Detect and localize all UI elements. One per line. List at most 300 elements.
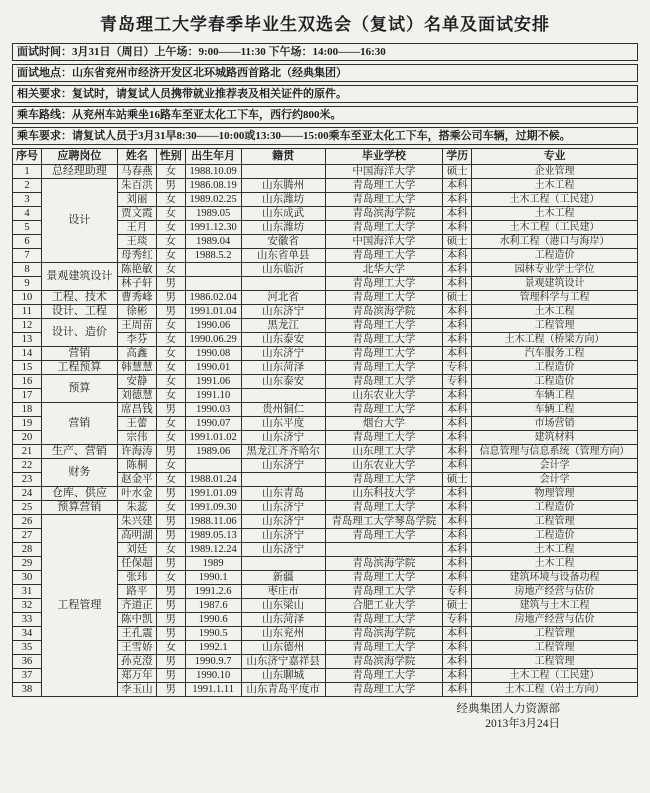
cell-birthdate: 1988.10.09	[185, 165, 241, 179]
cell-degree: 本科	[443, 263, 472, 277]
cell-name: 朱百洪	[117, 179, 156, 193]
cell-gender: 女	[156, 207, 185, 221]
cell-birthdate: 1990.06.29	[185, 333, 241, 347]
cell-school: 青岛理工大学	[325, 501, 443, 515]
cell-index: 6	[13, 235, 42, 249]
cell-birthdate: 1988.01.24	[185, 473, 241, 487]
cell-birthdate: 1989.05.13	[185, 529, 241, 543]
cell-index: 29	[13, 557, 42, 571]
cell-degree: 专科	[443, 375, 472, 389]
cell-gender: 女	[156, 459, 185, 473]
cell-name: 孙克澄	[117, 655, 156, 669]
cell-gender: 女	[156, 333, 185, 347]
column-header: 姓名	[117, 149, 156, 165]
cell-hometown: 山东济宁	[241, 305, 325, 319]
cell-major: 会计学	[472, 459, 638, 473]
cell-hometown: 山东济宁	[241, 501, 325, 515]
cell-birthdate: 1990.07	[185, 417, 241, 431]
cell-school: 中国海洋大学	[325, 165, 443, 179]
cell-position: 设计	[41, 179, 117, 263]
cell-name: 许海涛	[117, 445, 156, 459]
cell-name: 叶水金	[117, 487, 156, 501]
cell-major: 土木工程	[472, 179, 638, 193]
cell-birthdate	[185, 277, 241, 291]
cell-degree: 本科	[443, 655, 472, 669]
cell-index: 23	[13, 473, 42, 487]
cell-index: 12	[13, 319, 42, 333]
cell-major: 工程管理	[472, 655, 638, 669]
cell-hometown: 山东聊城	[241, 669, 325, 683]
cell-major: 建筑与土木工程	[472, 599, 638, 613]
cell-school: 山东科技大学	[325, 487, 443, 501]
cell-degree: 本科	[443, 627, 472, 641]
cell-gender: 男	[156, 403, 185, 417]
cell-index: 11	[13, 305, 42, 319]
cell-major: 汽车服务工程	[472, 347, 638, 361]
cell-gender: 女	[156, 263, 185, 277]
cell-gender: 男	[156, 277, 185, 291]
cell-gender: 女	[156, 235, 185, 249]
table-row	[13, 515, 638, 529]
cell-name: 马春燕	[117, 165, 156, 179]
cell-hometown: 山东菏泽	[241, 361, 325, 375]
table-row	[13, 501, 638, 515]
cell-index: 2	[13, 179, 42, 193]
cell-birthdate: 1991.12.30	[185, 221, 241, 235]
column-header: 毕业学校	[325, 149, 443, 165]
cell-major: 土木工程（工民建）	[472, 193, 638, 207]
cell-name: 王周苗	[117, 319, 156, 333]
cell-school: 青岛理工大学	[325, 431, 443, 445]
cell-degree: 本科	[443, 445, 472, 459]
cell-name: 陈艳敏	[117, 263, 156, 277]
cell-name: 李玉山	[117, 683, 156, 697]
cell-index: 4	[13, 207, 42, 221]
cell-index: 20	[13, 431, 42, 445]
cell-gender: 女	[156, 543, 185, 557]
cell-index: 35	[13, 641, 42, 655]
cell-major: 工程管理	[472, 515, 638, 529]
cell-birthdate: 1990.10	[185, 669, 241, 683]
cell-gender: 女	[156, 249, 185, 263]
cell-gender: 男	[156, 487, 185, 501]
cell-major: 市场营销	[472, 417, 638, 431]
cell-school: 青岛理工大学	[325, 403, 443, 417]
cell-school: 青岛滨海学院	[325, 557, 443, 571]
cell-index: 22	[13, 459, 42, 473]
cell-gender: 男	[156, 291, 185, 305]
cell-degree: 本科	[443, 529, 472, 543]
cell-hometown: 山东成武	[241, 207, 325, 221]
cell-hometown: 山东济宁	[241, 529, 325, 543]
cell-school: 青岛理工大学	[325, 669, 443, 683]
cell-hometown: 山东省单县	[241, 249, 325, 263]
cell-major: 物理管理	[472, 487, 638, 501]
cell-name: 王蕾	[117, 417, 156, 431]
cell-school: 山东理工大学	[325, 445, 443, 459]
cell-school: 烟台大学	[325, 417, 443, 431]
cell-birthdate: 1989.06	[185, 445, 241, 459]
cell-position: 营销	[41, 347, 117, 361]
cell-school: 青岛滨海学院	[325, 627, 443, 641]
cell-index: 3	[13, 193, 42, 207]
cell-major: 工程管理	[472, 627, 638, 641]
cell-school: 中国海洋大学	[325, 235, 443, 249]
cell-school: 青岛理工大学	[325, 473, 443, 487]
cell-school: 青岛理工大学	[325, 193, 443, 207]
column-header: 专业	[472, 149, 638, 165]
cell-gender: 女	[156, 375, 185, 389]
table-row	[13, 179, 638, 193]
cell-birthdate: 1990.03	[185, 403, 241, 417]
cell-degree: 本科	[443, 417, 472, 431]
cell-degree: 本科	[443, 249, 472, 263]
cell-gender: 女	[156, 641, 185, 655]
cell-name: 李芬	[117, 333, 156, 347]
info-section	[12, 43, 638, 145]
cell-index: 13	[13, 333, 42, 347]
cell-hometown: 黑龙江齐齐哈尔	[241, 445, 325, 459]
cell-school: 青岛理工大学	[325, 347, 443, 361]
cell-major: 工程造价	[472, 501, 638, 515]
cell-hometown: 山东济宁	[241, 459, 325, 473]
info-line-interview-place: 面试地点：山东省兖州市经济开发区北环城路西首路北（经典集团）	[12, 64, 638, 82]
cell-degree: 本科	[443, 557, 472, 571]
column-header: 序号	[13, 149, 42, 165]
cell-school: 山东农业大学	[325, 389, 443, 403]
table-row	[13, 165, 638, 179]
cell-school: 青岛滨海学院	[325, 305, 443, 319]
cell-major: 水利工程（港口与海岸）	[472, 235, 638, 249]
cell-major: 房地产经营与估价	[472, 585, 638, 599]
cell-position: 设计、工程	[41, 305, 117, 319]
cell-birthdate: 1986.08.19	[185, 179, 241, 193]
cell-birthdate: 1991.09.30	[185, 501, 241, 515]
cell-hometown	[241, 165, 325, 179]
cell-hometown: 山东潍坊	[241, 193, 325, 207]
cell-position: 预算营销	[41, 501, 117, 515]
column-header: 性别	[156, 149, 185, 165]
cell-index: 33	[13, 613, 42, 627]
cell-gender: 女	[156, 347, 185, 361]
cell-degree: 专科	[443, 585, 472, 599]
cell-birthdate: 1991.01.02	[185, 431, 241, 445]
cell-hometown	[241, 473, 325, 487]
cell-degree: 本科	[443, 319, 472, 333]
cell-index: 9	[13, 277, 42, 291]
cell-gender: 男	[156, 669, 185, 683]
cell-index: 21	[13, 445, 42, 459]
cell-birthdate: 1991.1.11	[185, 683, 241, 697]
cell-gender: 女	[156, 571, 185, 585]
cell-hometown: 枣庄市	[241, 585, 325, 599]
cell-position: 景观建筑设计	[41, 263, 117, 291]
cell-birthdate: 1989.12.24	[185, 543, 241, 557]
cell-school: 青岛滨海学院	[325, 207, 443, 221]
cell-name: 高明湖	[117, 529, 156, 543]
cell-school	[325, 543, 443, 557]
cell-major: 土木工程（岩土方向）	[472, 683, 638, 697]
cell-major: 景观建筑设计	[472, 277, 638, 291]
cell-index: 30	[13, 571, 42, 585]
footer	[12, 702, 638, 732]
cell-birthdate: 1990.08	[185, 347, 241, 361]
cell-major: 企业管理	[472, 165, 638, 179]
cell-hometown: 山东平度	[241, 417, 325, 431]
cell-major: 建筑环境与设备功程	[472, 571, 638, 585]
cell-gender: 女	[156, 165, 185, 179]
cell-birthdate: 1988.11.06	[185, 515, 241, 529]
cell-name: 韩慧慧	[117, 361, 156, 375]
cell-birthdate: 1989	[185, 557, 241, 571]
cell-hometown: 山东德州	[241, 641, 325, 655]
cell-degree: 硕士	[443, 291, 472, 305]
cell-name: 刘丽	[117, 193, 156, 207]
cell-school: 青岛理工大学	[325, 361, 443, 375]
cell-birthdate: 1990.06	[185, 319, 241, 333]
cell-position: 营销	[41, 403, 117, 445]
cell-position: 工程预算	[41, 361, 117, 375]
cell-degree: 本科	[443, 515, 472, 529]
cell-school: 青岛理工大学	[325, 179, 443, 193]
cell-index: 34	[13, 627, 42, 641]
cell-gender: 男	[156, 529, 185, 543]
cell-degree: 硕士	[443, 473, 472, 487]
cell-birthdate: 1991.01.09	[185, 487, 241, 501]
cell-school: 青岛理工大学	[325, 221, 443, 235]
cell-major: 园林专业学士学位	[472, 263, 638, 277]
cell-school: 青岛理工大学	[325, 585, 443, 599]
cell-position: 工程管理	[41, 515, 117, 697]
cell-hometown: 新疆	[241, 571, 325, 585]
page-title: 青岛理工大学春季毕业生双选会（复试）名单及面试安排	[100, 15, 550, 34]
cell-hometown	[241, 389, 325, 403]
cell-index: 28	[13, 543, 42, 557]
cell-index: 10	[13, 291, 42, 305]
cell-gender: 女	[156, 431, 185, 445]
cell-major: 工程造价	[472, 249, 638, 263]
cell-hometown: 山东腾州	[241, 179, 325, 193]
cell-school: 青岛理工大学	[325, 277, 443, 291]
cell-name: 王月	[117, 221, 156, 235]
table-row	[13, 375, 638, 389]
cell-index: 1	[13, 165, 42, 179]
cell-major: 土木工程	[472, 305, 638, 319]
table-row	[13, 445, 638, 459]
cell-degree: 本科	[443, 389, 472, 403]
cell-major: 土木工程	[472, 557, 638, 571]
cell-school: 青岛理工大学	[325, 613, 443, 627]
cell-name: 郑万年	[117, 669, 156, 683]
cell-birthdate	[185, 263, 241, 277]
cell-degree: 硕士	[443, 165, 472, 179]
cell-degree: 本科	[443, 221, 472, 235]
cell-gender: 男	[156, 613, 185, 627]
footer-date: 2013年3月24日	[485, 718, 560, 730]
cell-birthdate: 1988.5.2	[185, 249, 241, 263]
cell-major: 房地产经营与估价	[472, 613, 638, 627]
cell-school: 青岛理工大学	[325, 291, 443, 305]
cell-birthdate: 1992.1	[185, 641, 241, 655]
cell-birthdate	[185, 459, 241, 473]
table-row	[13, 347, 638, 361]
cell-gender: 男	[156, 179, 185, 193]
cell-name: 刘廷	[117, 543, 156, 557]
cell-gender: 男	[156, 305, 185, 319]
cell-name: 张玮	[117, 571, 156, 585]
cell-degree: 本科	[443, 683, 472, 697]
cell-school: 青岛理工大学	[325, 375, 443, 389]
cell-degree: 本科	[443, 501, 472, 515]
cell-degree: 本科	[443, 487, 472, 501]
cell-birthdate: 1986.02.04	[185, 291, 241, 305]
cell-gender: 女	[156, 389, 185, 403]
cell-index: 32	[13, 599, 42, 613]
cell-birthdate: 1990.6	[185, 613, 241, 627]
cell-index: 36	[13, 655, 42, 669]
cell-major: 工程造价	[472, 529, 638, 543]
cell-hometown: 黑龙江	[241, 319, 325, 333]
cell-degree: 本科	[443, 641, 472, 655]
cell-hometown: 山东泰安	[241, 333, 325, 347]
cell-position: 工程、技术	[41, 291, 117, 305]
cell-major: 工程造价	[472, 375, 638, 389]
column-header: 出生年月	[185, 149, 241, 165]
cell-index: 31	[13, 585, 42, 599]
cell-name: 王琰	[117, 235, 156, 249]
cell-birthdate: 1991.10	[185, 389, 241, 403]
table-row	[13, 291, 638, 305]
cell-name: 宗伟	[117, 431, 156, 445]
table-row	[13, 305, 638, 319]
info-line-bus-requirements: 乘车要求：请复试人员于3月31早8:30——10:00或13:30——15:00乘车至亚太化工下车，搭乘公司车辆，过期不候。	[12, 127, 638, 145]
cell-major: 建筑材料	[472, 431, 638, 445]
cell-degree: 硕士	[443, 235, 472, 249]
table-row	[13, 361, 638, 375]
cell-school: 北华大学	[325, 263, 443, 277]
cell-position: 财务	[41, 459, 117, 487]
cell-name: 徐彬	[117, 305, 156, 319]
cell-gender: 女	[156, 361, 185, 375]
cell-hometown: 山东济宁	[241, 347, 325, 361]
cell-degree: 本科	[443, 193, 472, 207]
cell-birthdate: 1991.2.6	[185, 585, 241, 599]
cell-birthdate: 1990.01	[185, 361, 241, 375]
cell-name: 朱蕊	[117, 501, 156, 515]
roster-table-body	[13, 165, 638, 697]
cell-gender: 女	[156, 417, 185, 431]
cell-index: 8	[13, 263, 42, 277]
cell-school: 青岛理工大学	[325, 683, 443, 697]
cell-gender: 男	[156, 445, 185, 459]
cell-major: 工程管理	[472, 641, 638, 655]
cell-name: 王孔震	[117, 627, 156, 641]
cell-hometown: 山东梁山	[241, 599, 325, 613]
cell-school: 合肥工业大学	[325, 599, 443, 613]
cell-name: 林子轩	[117, 277, 156, 291]
cell-index: 25	[13, 501, 42, 515]
cell-degree: 本科	[443, 571, 472, 585]
cell-gender: 女	[156, 473, 185, 487]
cell-name: 路平	[117, 585, 156, 599]
cell-index: 38	[13, 683, 42, 697]
column-header: 学历	[443, 149, 472, 165]
cell-degree: 本科	[443, 669, 472, 683]
cell-name: 安静	[117, 375, 156, 389]
cell-hometown: 山东济宁	[241, 543, 325, 557]
cell-hometown	[241, 277, 325, 291]
cell-hometown: 河北省	[241, 291, 325, 305]
cell-degree: 本科	[443, 403, 472, 417]
cell-school: 青岛理工大学	[325, 333, 443, 347]
cell-school: 青岛理工大学	[325, 641, 443, 655]
cell-index: 14	[13, 347, 42, 361]
info-line-bus-route: 乘车路线：从兖州车站乘坐16路车至亚太化工下车，西行约800米。	[12, 106, 638, 124]
cell-name: 贾文霞	[117, 207, 156, 221]
cell-hometown	[241, 557, 325, 571]
cell-major: 信息管理与信息系统（管理方向）	[472, 445, 638, 459]
cell-name: 高鑫	[117, 347, 156, 361]
cell-name: 母秀红	[117, 249, 156, 263]
table-row	[13, 487, 638, 501]
cell-name: 刘德慧	[117, 389, 156, 403]
cell-index: 17	[13, 389, 42, 403]
cell-degree: 本科	[443, 277, 472, 291]
cell-degree: 本科	[443, 347, 472, 361]
cell-gender: 女	[156, 193, 185, 207]
cell-gender: 女	[156, 221, 185, 235]
cell-degree: 本科	[443, 459, 472, 473]
cell-school: 青岛理工大学	[325, 319, 443, 333]
table-row	[13, 403, 638, 417]
cell-major: 车辆工程	[472, 389, 638, 403]
table-row	[13, 459, 638, 473]
cell-name: 王雪娇	[117, 641, 156, 655]
cell-index: 27	[13, 529, 42, 543]
cell-hometown: 山东济宁	[241, 431, 325, 445]
info-line-requirements: 相关要求：复试时，请复试人员携带就业推荐表及相关证件的原件。	[12, 85, 638, 103]
cell-hometown: 山东青岛平度市	[241, 683, 325, 697]
cell-index: 26	[13, 515, 42, 529]
cell-birthdate: 1991.01.04	[185, 305, 241, 319]
cell-position: 预算	[41, 375, 117, 403]
cell-index: 19	[13, 417, 42, 431]
cell-degree: 专科	[443, 361, 472, 375]
cell-birthdate: 1990.9.7	[185, 655, 241, 669]
cell-degree: 本科	[443, 305, 472, 319]
cell-major: 工程造价	[472, 361, 638, 375]
cell-name: 陈桐	[117, 459, 156, 473]
column-header: 应聘岗位	[41, 149, 117, 165]
roster-table	[12, 148, 638, 697]
cell-index: 15	[13, 361, 42, 375]
cell-position: 总经理助理	[41, 165, 117, 179]
cell-birthdate: 1987.6	[185, 599, 241, 613]
cell-gender: 男	[156, 515, 185, 529]
cell-hometown: 贵州铜仁	[241, 403, 325, 417]
cell-major: 会计学	[472, 473, 638, 487]
cell-index: 37	[13, 669, 42, 683]
table-row	[13, 263, 638, 277]
roster-header-row	[13, 149, 638, 165]
cell-school: 山东农业大学	[325, 459, 443, 473]
cell-school: 青岛滨海学院	[325, 655, 443, 669]
cell-degree: 本科	[443, 543, 472, 557]
cell-major: 土木工程（工民建）	[472, 221, 638, 235]
cell-major: 管理科学与工程	[472, 291, 638, 305]
cell-index: 24	[13, 487, 42, 501]
cell-major: 车辆工程	[472, 403, 638, 417]
